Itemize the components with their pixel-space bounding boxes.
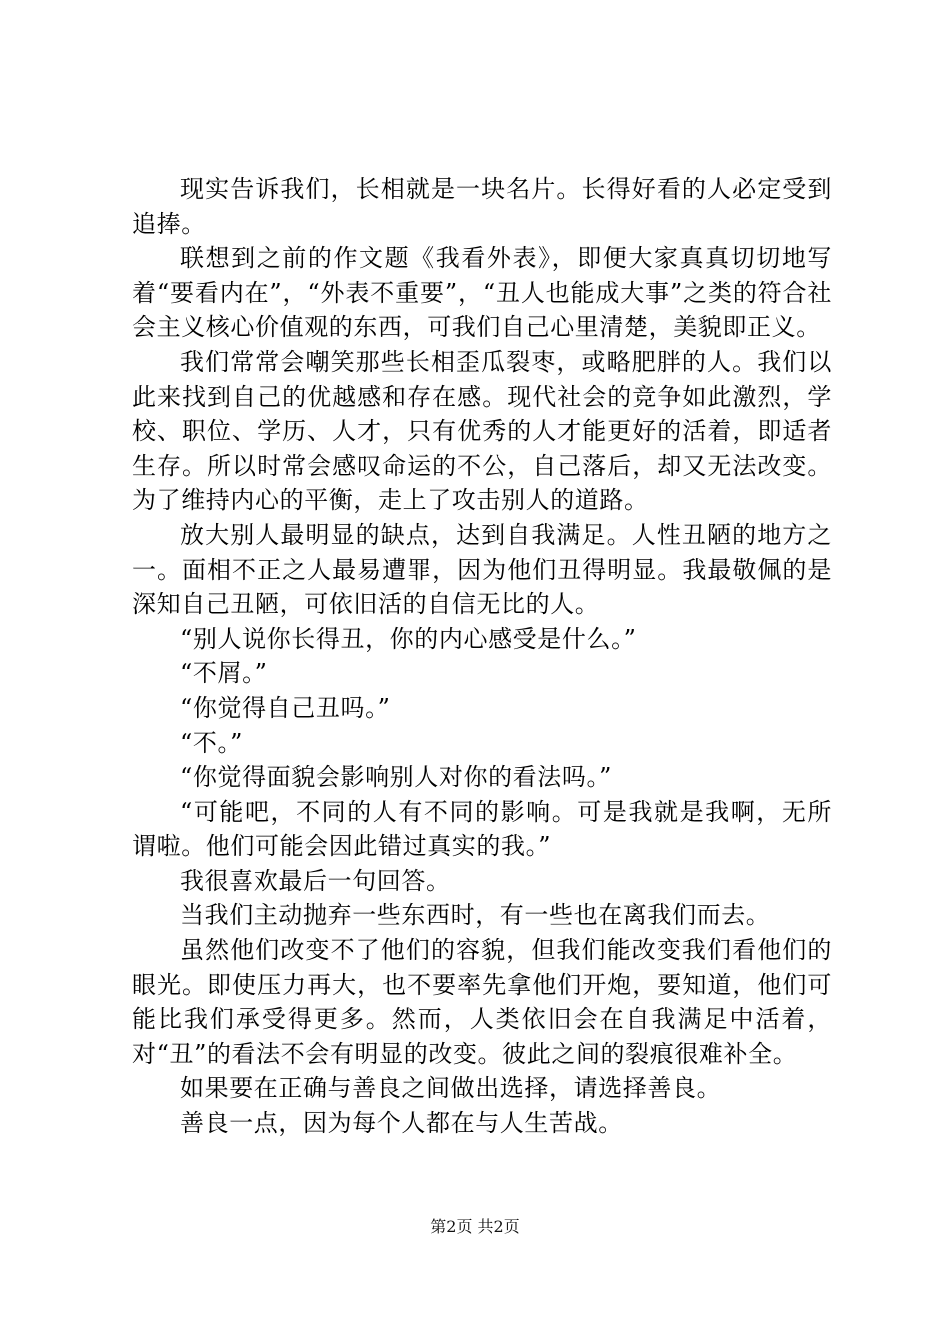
- dialogue-line: “可能吧，不同的人有不同的影响。可是我就是我啊，无所谓啦。他们可能会因此错过真实的我。”: [132, 797, 832, 861]
- dialogue-line: “你觉得自己丑吗。”: [180, 693, 391, 722]
- dialogue-line: “不屑。”: [180, 659, 268, 688]
- paragraph: 如果要在正确与善良之间做出选择，请选择善良。: [180, 1074, 722, 1103]
- document-body: [132, 172, 832, 1141]
- page-number-footer: 第2页 共2页: [430, 1217, 520, 1236]
- paragraph: 现实告诉我们，长相就是一块名片。长得好看的人必定受到追捧。: [132, 175, 832, 238]
- dialogue-line: “不。”: [180, 728, 243, 757]
- paragraph: 当我们主动抛弃一些东西时，有一些也在离我们而去。: [180, 901, 771, 930]
- paragraph: 放大别人最明显的缺点，达到自我满足。人性丑陋的地方之一。面相不正之人最易遭罪，因为他们丑得明显。我最敬佩的是深知自己丑陋，可依旧活的自信无比的人。: [132, 520, 832, 619]
- paragraph: 善良一点，因为每个人都在与人生苦战。: [180, 1109, 623, 1138]
- dialogue-line: “别人说你长得丑，你的内心感受是什么。”: [180, 624, 637, 653]
- paragraph: 联想到之前的作文题《我看外表》，即便大家真真切切地写着“要看内在”，“外表不重要”，“丑人也能成大事”之类的符合社会主义核心价值观的东西，可我们自己心里清楚，美貌即正义。: [132, 244, 832, 342]
- paragraph: 我很喜欢最后一句回答。: [180, 866, 451, 895]
- paragraph: 虽然他们改变不了他们的容貌，但我们能改变我们看他们的眼光。即使压力再大，也不要率先拿他们开炮，要知道，他们可能比我们承受得更多。然而，人类依旧会在自我满足中活着，对“丑”的看法不会有明显的改变。彼此之间的裂痕很难补全。: [132, 936, 832, 1068]
- dialogue-line: “你觉得面貌会影响别人对你的看法吗。”: [180, 763, 612, 792]
- paragraph: 我们常常会嘲笑那些长相歪瓜裂枣，或略肥胖的人。我们以此来找到自己的优越感和存在感。现代社会的竞争如此激烈，学校、职位、学历、人才，只有优秀的人才能更好的活着，即适者生存。所以时常会感叹命运的不公，自己落后，却又无法改变。为了维持内心的平衡，走上了攻击别人的道路。: [132, 347, 832, 515]
